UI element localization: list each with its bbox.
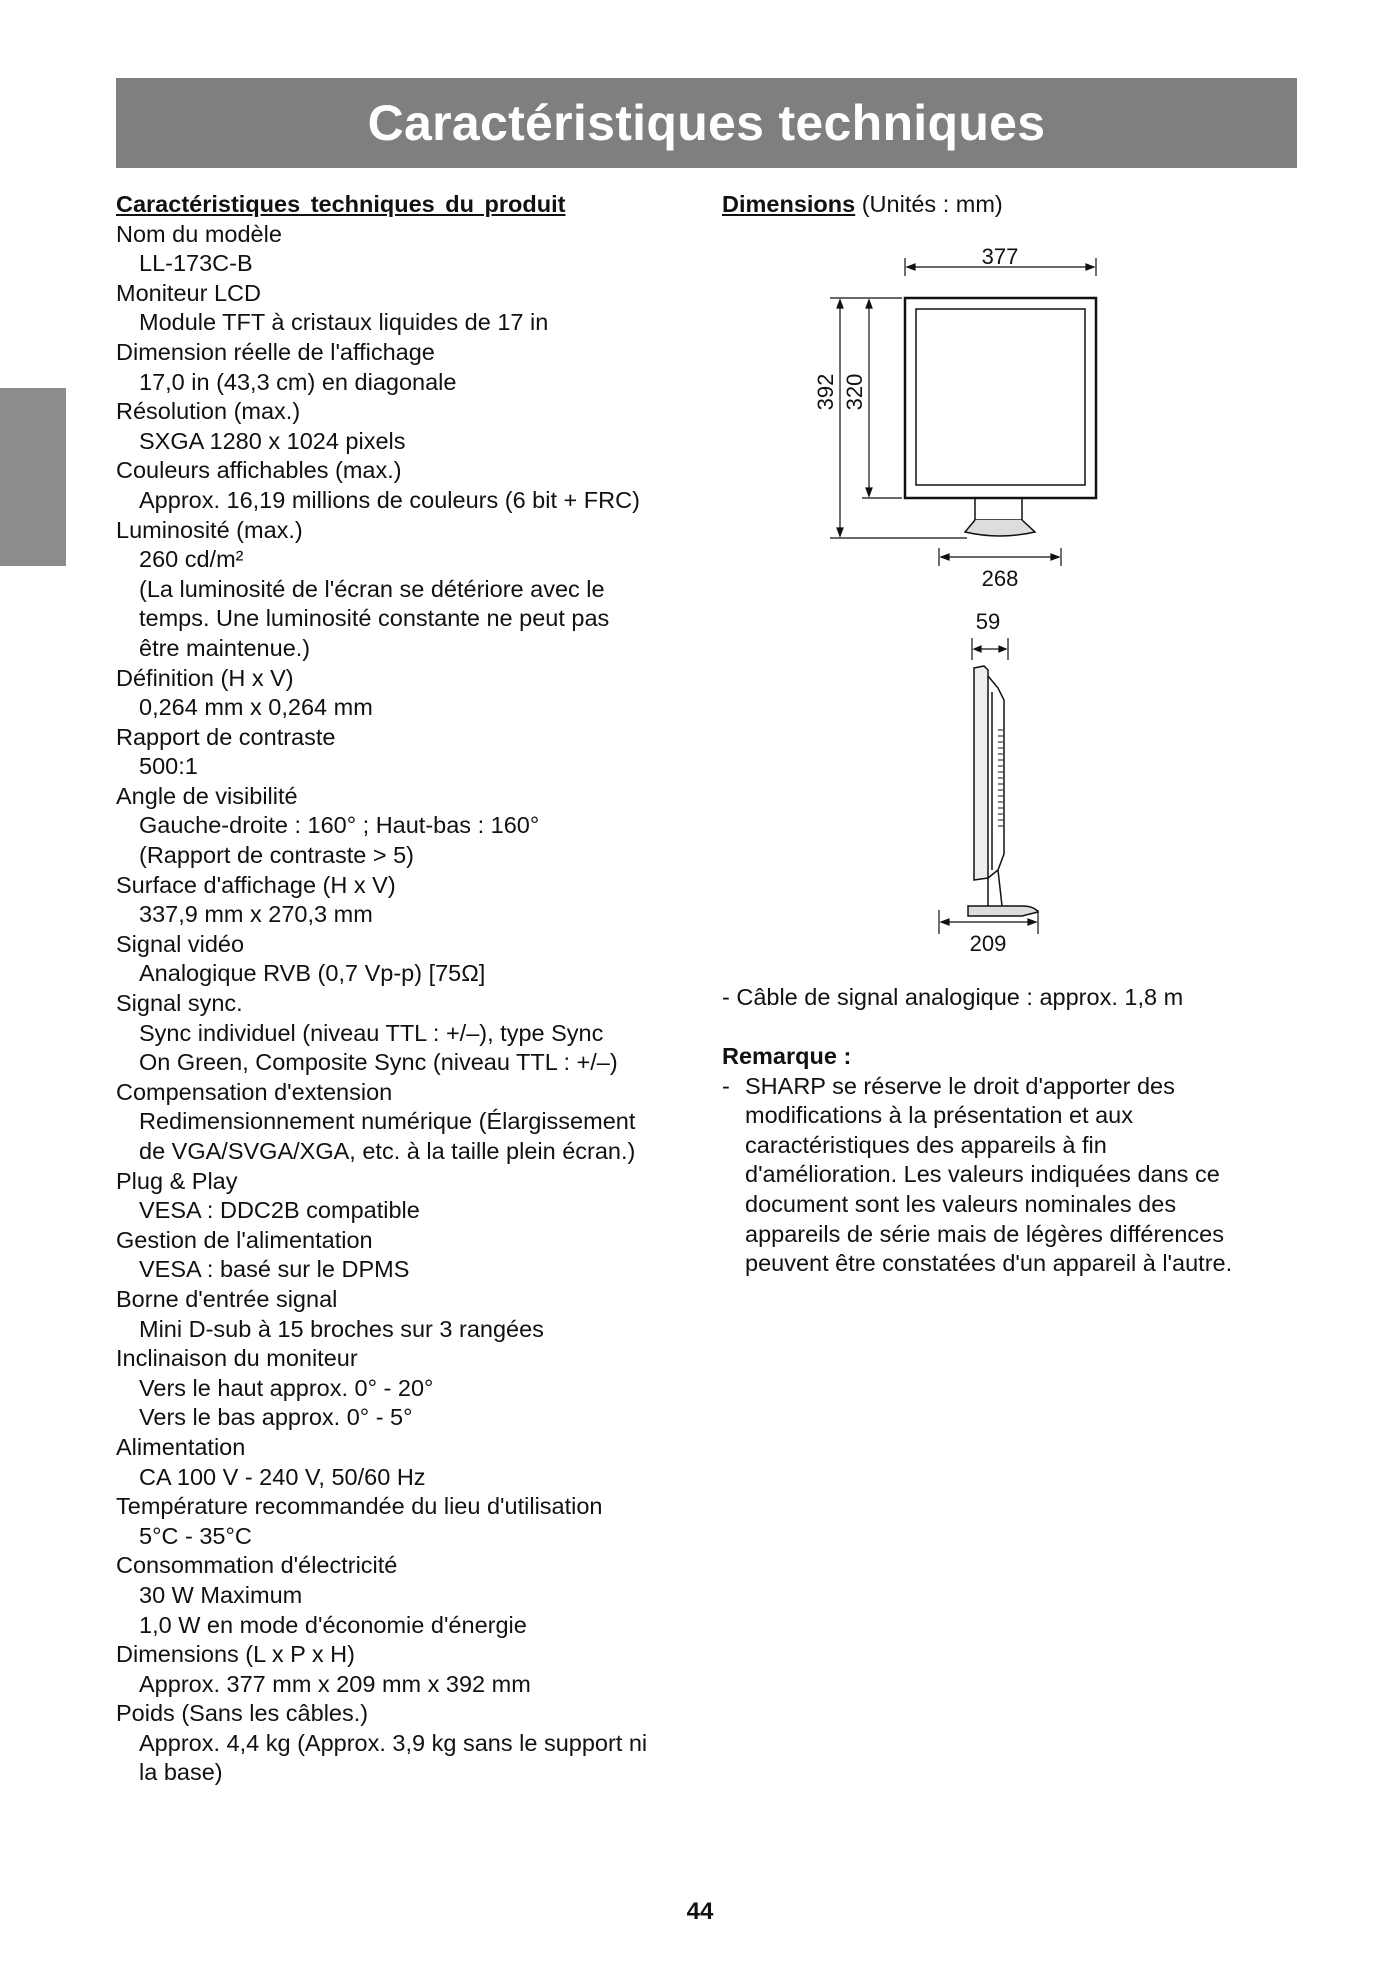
spec-value: Vers le bas approx. 0° - 5° <box>139 1404 413 1431</box>
spec-label: Alimentation <box>116 1433 246 1460</box>
spec-value: 0,264 mm x 0,264 mm <box>139 694 373 721</box>
spec-list <box>116 220 696 1788</box>
spec-label: Température recommandée du lieu d'utilisation <box>116 1493 603 1520</box>
spec-label: Dimensions (L x P x H) <box>116 1641 355 1668</box>
remark-line: appareils de série mais de légères différences <box>745 1220 1224 1247</box>
dim-base-width-label: 268 <box>981 566 1019 591</box>
front-view-monitor <box>905 298 1096 536</box>
spec-value: Vers le haut approx. 0° - 20° <box>139 1374 434 1401</box>
remark-block <box>722 1042 1312 1279</box>
dimensions-diagram <box>722 230 1122 970</box>
remark-title: Remarque : <box>722 1043 852 1069</box>
spec-value: Approx. 16,19 millions de couleurs (6 bit + FRC) <box>139 486 640 513</box>
spec-label: Signal vidéo <box>116 930 245 957</box>
dim-top-depth-label: 59 <box>975 609 1001 634</box>
spec-label: Définition (H x V) <box>116 664 294 691</box>
spec-label: Angle de visibilité <box>116 782 298 809</box>
remark-line: document sont les valeurs nominales des <box>745 1190 1177 1217</box>
spec-label: Inclinaison du moniteur <box>116 1345 358 1372</box>
cable-note: - Câble de signal analogique : approx. 1,8 m <box>722 984 1184 1010</box>
spec-value: Redimensionnement numérique (Élargissement <box>139 1108 636 1135</box>
spec-value: VESA : DDC2B compatible <box>139 1197 420 1224</box>
remark-text <box>745 1072 1232 1279</box>
spec-value: 337,9 mm x 270,3 mm <box>139 901 373 928</box>
spec-value: Gauche-droite : 160° ; Haut-bas : 160° <box>139 812 540 839</box>
dimension-base-width <box>939 548 1061 566</box>
spec-label: Couleurs affichables (max.) <box>116 457 402 484</box>
spec-value: 260 cd/m² <box>139 546 244 573</box>
spec-value: de VGA/SVGA/XGA, etc. à la taille plein écran.) <box>139 1138 636 1164</box>
spec-label: Gestion de l'alimentation <box>116 1226 373 1253</box>
spec-value: LL-173C-B <box>139 250 253 277</box>
spec-label: Résolution (max.) <box>116 398 301 425</box>
spec-value: CA 100 V - 240 V, 50/60 Hz <box>139 1463 426 1490</box>
spec-value: 5°C - 35°C <box>139 1522 252 1549</box>
spec-value: (Rapport de contraste > 5) <box>139 842 414 869</box>
remark-line: caractéristiques des appareils à fin <box>745 1131 1107 1158</box>
dim-total-height-label: 392 <box>813 373 838 411</box>
spec-value: Mini D-sub à 15 broches sur 3 rangées <box>139 1315 544 1342</box>
spec-label: Luminosité (max.) <box>116 516 303 543</box>
spec-value: Sync individuel (niveau TTL : +/–), type Sync <box>139 1019 604 1046</box>
spec-label: Compensation d'extension <box>116 1078 393 1105</box>
spec-label: Consommation d'électricité <box>116 1552 398 1579</box>
spec-value: 17,0 in (43,3 cm) en diagonale <box>139 368 457 395</box>
product-specs <box>116 190 696 1788</box>
spec-value: Approx. 377 mm x 209 mm x 392 mm <box>139 1670 531 1697</box>
spec-value: SXGA 1280 x 1024 pixels <box>139 427 406 454</box>
spec-label: Signal sync. <box>116 990 243 1017</box>
dimensions-header <box>722 190 1322 220</box>
spec-value: On Green, Composite Sync (niveau TTL : +/–) <box>139 1049 618 1076</box>
remark-line: modifications à la présentation et aux <box>745 1102 1133 1129</box>
spec-label: Moniteur LCD <box>116 279 261 306</box>
spec-label: Borne d'entrée signal <box>116 1285 338 1312</box>
spec-label: Rapport de contraste <box>116 723 336 750</box>
remark-line: d'amélioration. Les valeurs indiquées dans ce <box>745 1161 1220 1188</box>
spec-label: Poids (Sans les câbles.) <box>116 1700 369 1727</box>
side-section-tab <box>0 388 66 566</box>
spec-value: la base) <box>139 1759 223 1786</box>
remark-dash: - <box>722 1072 730 1099</box>
specs-section-title: Caractéristiques techniques du produit <box>116 191 566 217</box>
dimension-top-depth <box>972 638 1008 660</box>
side-view-monitor <box>968 666 1038 916</box>
spec-label: Surface d'affichage (H x V) <box>116 871 396 898</box>
remark-line: SHARP se réserve le droit d'apporter des <box>745 1072 1175 1099</box>
page-title: Caractéristiques techniques <box>367 95 1046 151</box>
spec-label: Dimension réelle de l'affichage <box>116 338 435 365</box>
spec-value: temps. Une luminosité constante ne peut pas <box>139 605 610 632</box>
remark-line: peuvent être constatées d'un appareil à l'autre. <box>745 1250 1233 1277</box>
spec-value: 1,0 W en mode d'économie d'énergie <box>139 1611 527 1638</box>
dimension-heights <box>830 298 967 538</box>
spec-value: être maintenue.) <box>139 634 311 661</box>
spec-label: Plug & Play <box>116 1167 238 1194</box>
dim-screen-height-label: 320 <box>842 373 867 411</box>
page-number: 44 <box>686 1898 714 1925</box>
spec-value: 30 W Maximum <box>139 1581 303 1608</box>
spec-value: Approx. 4,4 kg (Approx. 3,9 kg sans le support ni <box>139 1729 648 1756</box>
spec-value: Module TFT à cristaux liquides de 17 in <box>139 309 549 336</box>
dimensions-title: Dimensions <box>722 191 856 217</box>
spec-value: Analogique RVB (0,7 Vp-p) [75Ω] <box>139 960 486 987</box>
spec-value: (La luminosité de l'écran se détériore avec le <box>139 575 605 602</box>
dim-width-label: 377 <box>981 244 1019 269</box>
title-banner <box>116 78 1297 168</box>
spec-label: Nom du modèle <box>116 220 282 247</box>
dim-base-depth-label: 209 <box>969 931 1007 956</box>
spec-value: 500:1 <box>139 753 198 780</box>
spec-value: VESA : basé sur le DPMS <box>139 1256 410 1283</box>
dimensions-units: (Unités : mm) <box>861 191 1003 217</box>
remark-item <box>722 1072 1312 1279</box>
